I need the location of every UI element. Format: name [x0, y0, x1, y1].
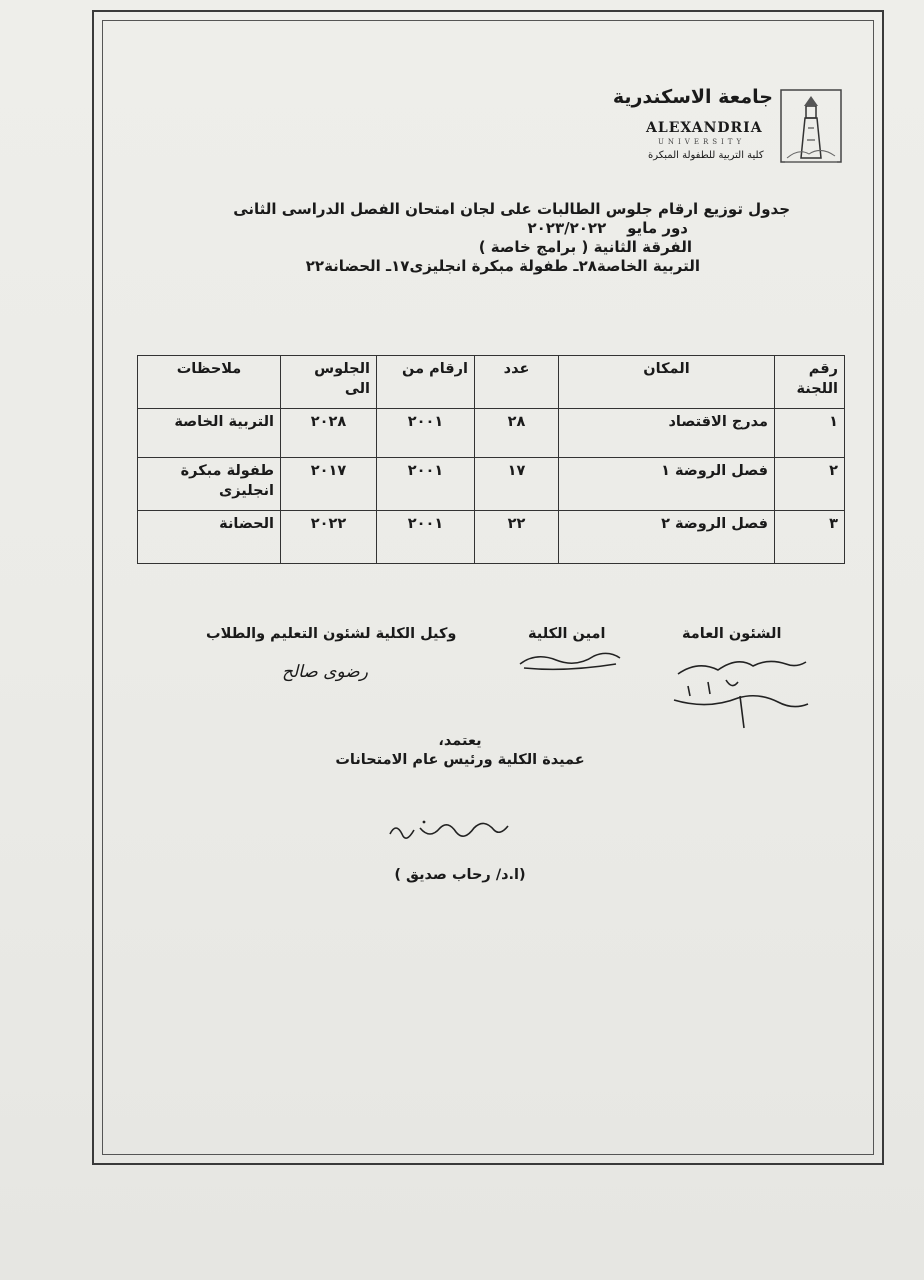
general-affairs-label: الشئون العامة [682, 626, 782, 642]
academic-year: ٢٠٢٣/٢٠٢٢ [527, 219, 607, 237]
class-level: الفرقة الثانية ( برامج خاصة ) [478, 238, 692, 256]
logo-english-name: ALEXANDRIA [646, 120, 763, 136]
dean-title: عميدة الكلية ورئيس عام الامتحانات [335, 752, 585, 768]
cell-count: ٢٢ [475, 511, 559, 564]
dean-signature [384, 814, 514, 850]
cell-to: ٢٠٢٢ [281, 511, 377, 564]
header-count: عدد [475, 356, 559, 409]
university-logo [612, 84, 845, 170]
vice-dean-signature: رضوى صالح [282, 662, 368, 682]
header-place: المكان [559, 356, 775, 409]
general-affairs-signature [668, 652, 818, 732]
cell-count: ١٧ [475, 458, 559, 511]
committees-table [137, 355, 845, 564]
logo-english-sub: UNIVERSITY [658, 138, 746, 146]
header-notes: ملاحظات [138, 356, 281, 409]
logo-faculty-name: كلية التربية للطفولة المبكرة [648, 150, 764, 161]
cell-place: فصل الروضة ١ [559, 458, 775, 511]
faculty-secretary-label: امين الكلية [528, 626, 606, 642]
table-row [138, 409, 845, 458]
header-seat-to: الجلوس الى [281, 356, 377, 409]
students-breakdown: التربية الخاصة٢٨ـ طفولة مبكرة انجليزى١٧ـ الحضانة٢٢ [305, 257, 700, 275]
document-title: جدول توزيع ارقام جلوس الطالبات على لجان امتحان الفصل الدراسى الثانى [233, 200, 790, 218]
logo-arabic-name: جامعة الاسكندرية [612, 86, 773, 108]
cell-notes: التربية الخاصة [138, 409, 281, 458]
faculty-secretary-signature [516, 646, 624, 676]
cell-committee: ٢ [775, 458, 845, 511]
cell-place: مدرج الاقتصاد [559, 409, 775, 458]
header-seat-from: ارقام من [377, 356, 475, 409]
exam-session [200, 219, 688, 238]
cell-place: فصل الروضة ٢ [559, 511, 775, 564]
cell-notes: الحضانة [138, 511, 281, 564]
cell-to: ٢٠٢٨ [281, 409, 377, 458]
cell-from: ٢٠٠١ [377, 409, 475, 458]
session-label: دور مايو [627, 219, 688, 237]
cell-from: ٢٠٠١ [377, 511, 475, 564]
table-header-row [138, 356, 845, 409]
document-header [200, 200, 800, 276]
vice-dean-label: وكيل الكلية لشئون التعليم والطلاب [206, 626, 457, 642]
cell-committee: ٣ [775, 511, 845, 564]
dean-name: (ا.د/ رحاب صديق ) [394, 867, 526, 883]
cell-count: ٢٨ [475, 409, 559, 458]
approval-block [320, 732, 600, 770]
approve-label: يعتمد، [438, 733, 482, 749]
page-border-inner [102, 20, 874, 1155]
cell-notes: طفولة مبكرة انجليزى [138, 458, 281, 511]
lighthouse-icon [779, 88, 843, 164]
cell-to: ٢٠١٧ [281, 458, 377, 511]
table-row [138, 458, 845, 511]
header-committee: رقم اللجنة [775, 356, 845, 409]
cell-from: ٢٠٠١ [377, 458, 475, 511]
cell-committee: ١ [775, 409, 845, 458]
table-row [138, 511, 845, 564]
